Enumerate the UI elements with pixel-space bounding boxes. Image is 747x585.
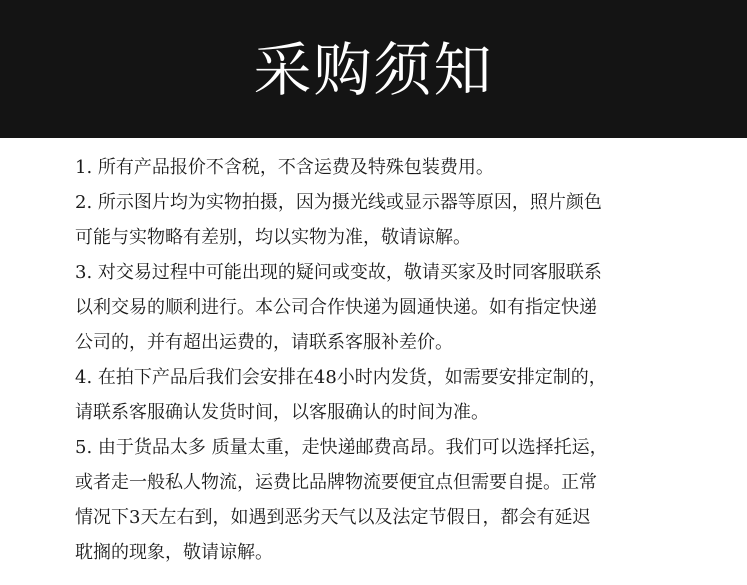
notice-line-1: 1. 所有产品报价不含税，不含运费及特殊包装费用。 bbox=[75, 157, 494, 178]
notice-line-2: 2. 所示图片均为实物拍摄，因为摄光线或显示器等原因，照片颜色 bbox=[75, 192, 602, 213]
notice-line-11: 情况下3天左右到，如遇到恶劣天气以及法定节假日，都会有延迟 bbox=[75, 507, 591, 528]
notice-line-7: 4. 在拍下产品后我们会安排在48小时内发货，如需要安排定制的， bbox=[75, 367, 607, 388]
notice-line-9: 5. 由于货品太多 质量太重，走快递邮费高昂。我们可以选择托运， bbox=[75, 437, 608, 458]
header-banner bbox=[0, 0, 747, 138]
notice-line-3: 可能与实物略有差别，均以实物为准，敬请谅解。 bbox=[75, 227, 471, 248]
notice-line-10: 或者走一般私人物流，运费比品牌物流要便宜点但需要自提。正常 bbox=[75, 472, 597, 493]
notice-body bbox=[75, 150, 685, 570]
notice-line-6: 公司的，并有超出运费的，请联系客服补差价。 bbox=[75, 332, 453, 353]
notice-line-12: 耽搁的现象，敬请谅解。 bbox=[75, 542, 273, 563]
notice-line-5: 以利交易的顺利进行。本公司合作快递为圆通快递。如有指定快递 bbox=[75, 297, 597, 318]
notice-line-4: 3. 对交易过程中可能出现的疑问或变故，敬请买家及时同客服联系 bbox=[75, 262, 602, 283]
page-title: 采购须知 bbox=[253, 36, 494, 104]
notice-line-8: 请联系客服确认发货时间，以客服确认的时间为准。 bbox=[75, 402, 489, 423]
